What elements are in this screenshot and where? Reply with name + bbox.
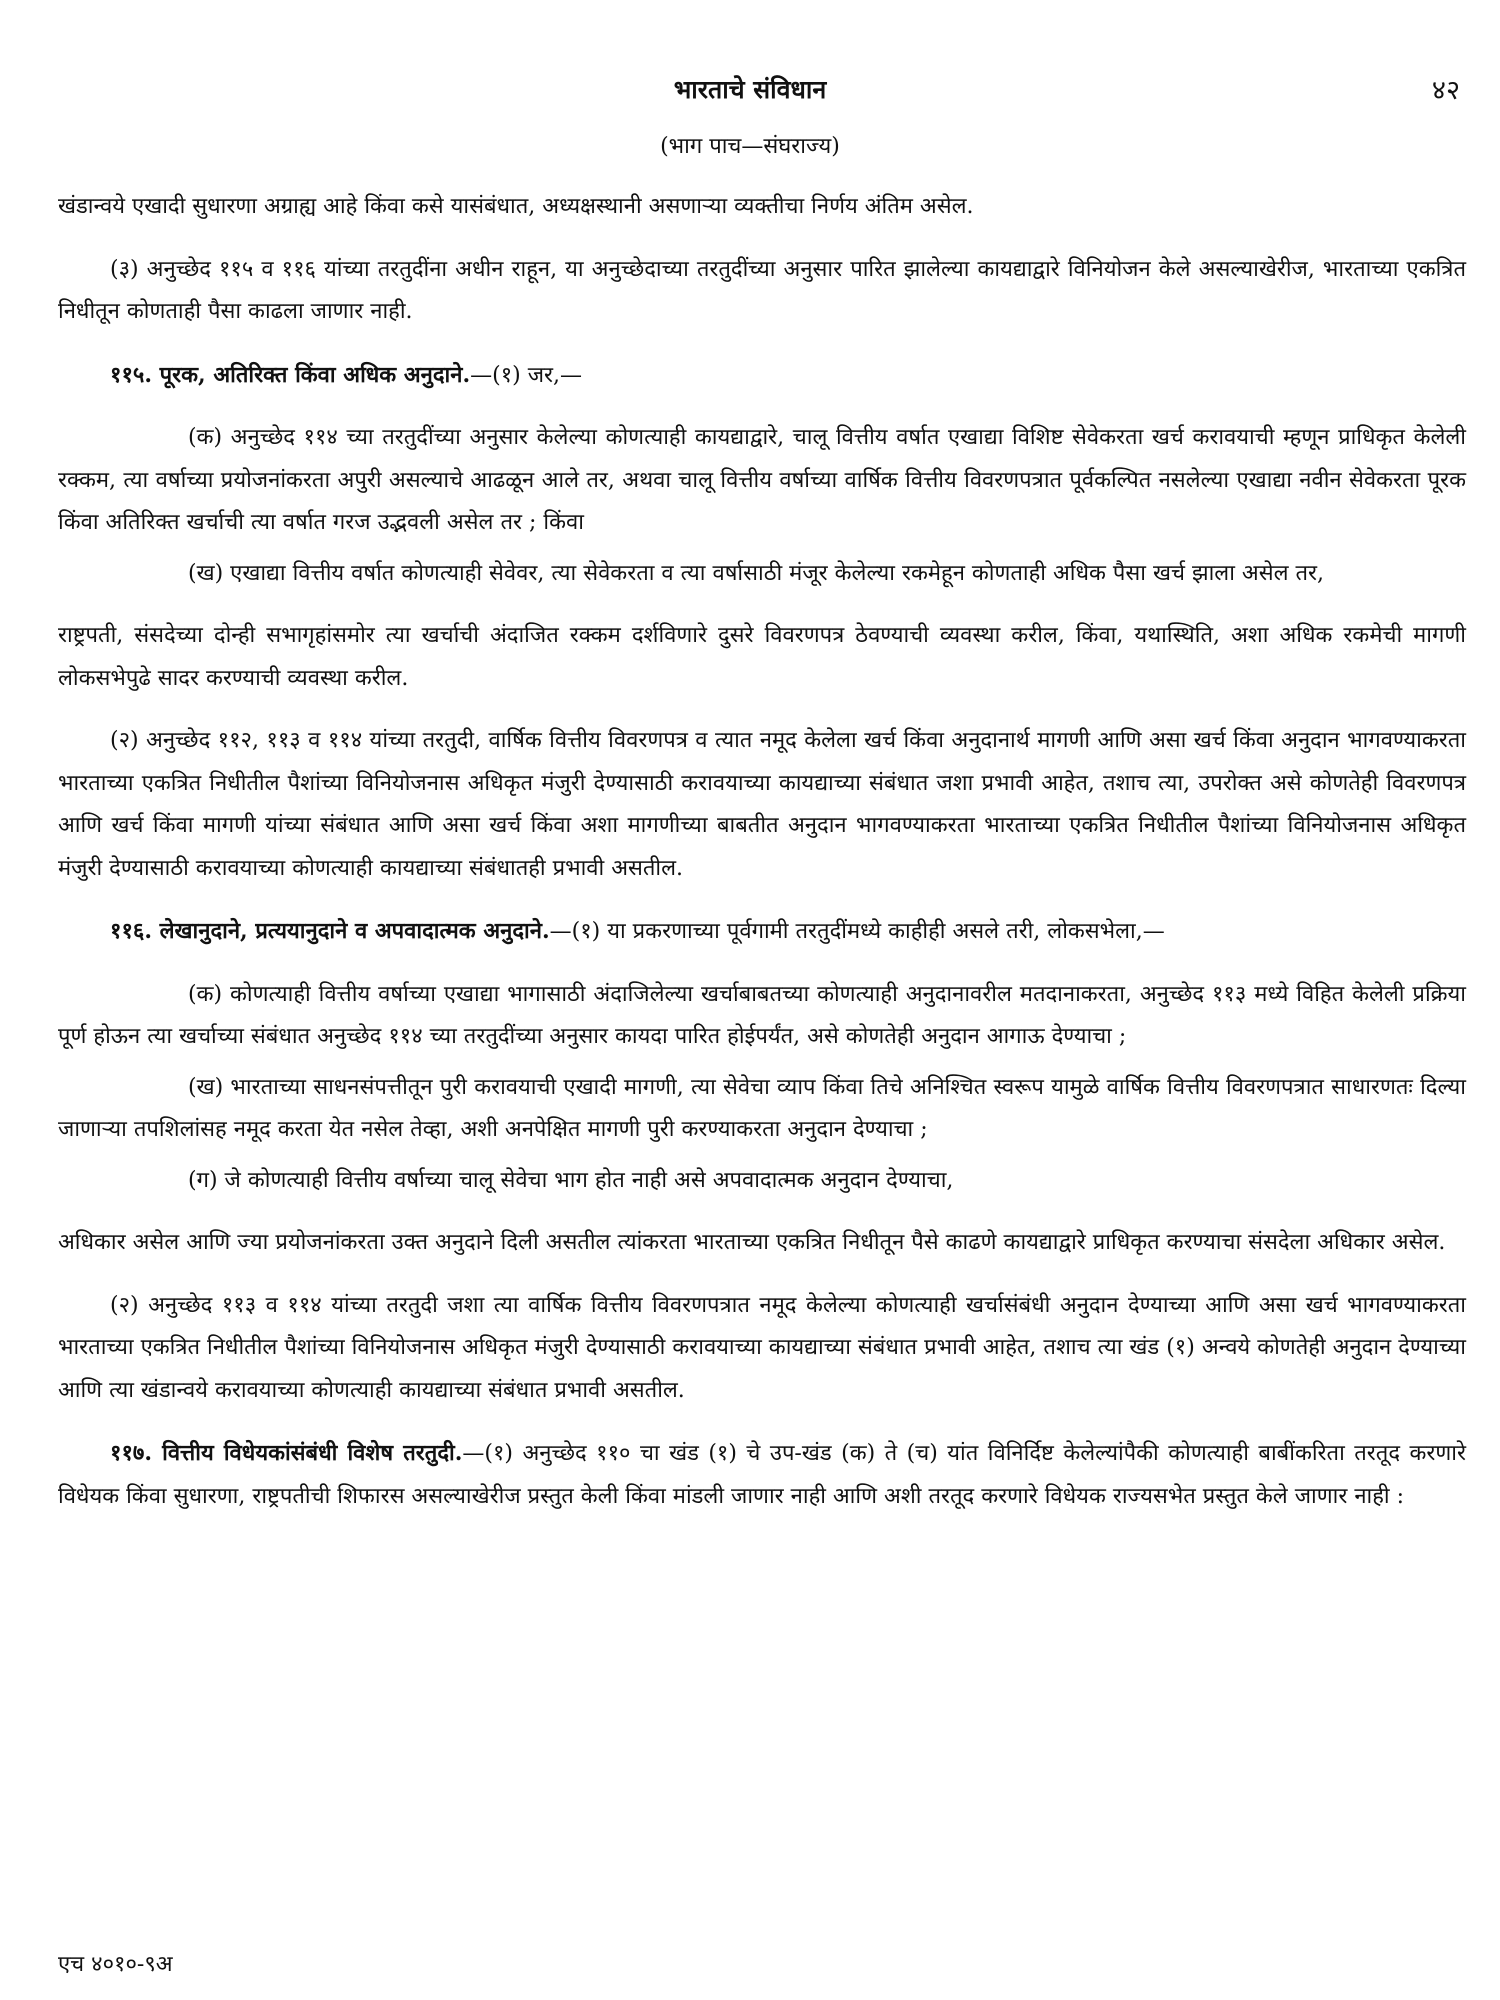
section-115-clause-2: (२) अनुच्छेद ११२, ११३ व ११४ यांच्या तरतुदी, वार्षिक वित्तीय विवरणपत्र व त्यात नमूद केलेला खर्च किंवा अनुदानार्थ मागणी आणि असा खर्च किंवा अनुदान भागवण्याकरता भारताच्या एकत्रित निधीतील पैशांच्या विनियोजनास अधिकृत मंजुरी देण्यासाठी करावयाच्या कायद्याच्या संबंधात जशा प्रभावी आहेत, तशाच त्या, उपरोक्त असे कोणतेही विवरणपत्र आणि खर्च किंवा मागणी यांच्या संबंधात आणि असा खर्च किंवा अशा मागणीच्या बाबतीत अनुदान भागवण्याकरता भारताच्या एकत्रित निधीतील पैशांच्या विनियोजनास अधिकृत मंजुरी देण्यासाठी करावयाच्या कोणत्याही कायद्याच्या संबंधातही प्रभावी असतील.: [58, 728, 1466, 881]
section-115-clause-kha: (ख) एखाद्या वित्तीय वर्षात कोणत्याही सेवेवर, त्या सेवेकरता व त्या वर्षासाठी मंजूर केलेल्या रकमेहून कोणताही अधिक पैसा खर्च झाला असेल तर,: [188, 560, 1325, 586]
section-116-clause-ka: (क) कोणत्याही वित्तीय वर्षाच्या एखाद्या भागासाठी अंदाजिलेल्या खर्चाबाबतच्या कोणत्याही अनुदानावरील मतदानाकरता, अनुच्छेद ११३ मध्ये विहित केलेली प्रक्रिया पूर्ण होऊन त्या खर्चाच्या संबंधात अनुच्छेद ११४ च्या तरतुदींच्या अनुसार कायदा पारित होईपर्यंत, असे कोणतेही अनुदान आगाऊ देण्याचा ;: [58, 981, 1466, 1049]
clause-3-article-114: (३) अनुच्छेद ११५ व ११६ यांच्या तरतुदींना अधीन राहून, या अनुच्छेदाच्या तरतुदींच्या अनुसार पारित झालेल्या कायद्याद्वारे विनियोजन केले असल्याखेरीज, भारताच्या एकत्रित निधीतून कोणताही पैसा काढला जाणार नाही.: [58, 256, 1466, 324]
section-116-clause-2: (२) अनुच्छेद ११३ व ११४ यांच्या तरतुदी जशा त्या वार्षिक वित्तीय विवरणपत्रात नमूद केलेल्या कोणत्याही खर्चासंबंधी अनुदान देण्याच्या आणि असा खर्च भागवण्याकरता भारताच्या एकत्रित निधीतील पैशांच्या विनियोजनास अधिकृत मंजुरी देण्यासाठी करावयाच्या कायद्याच्या संबंधात प्रभावी आहेत, तशाच त्या खंड (१) अन्वये कोणतेही अनुदान देण्याच्या आणि त्या खंडान्वये करावयाच्या कोणत्याही कायद्याच्या संबंधात प्रभावी असतील.: [58, 1292, 1466, 1403]
section-115-clause-ka: (क) अनुच्छेद ११४ च्या तरतुदींच्या अनुसार केलेल्या कोणत्याही कायद्याद्वारे, चालू वित्तीय वर्षात एखाद्या विशिष्ट सेवेकरता खर्च करावयाची म्हणून प्राधिकृत केलेली रक्कम, त्या वर्षाच्या प्रयोजनांकरता अपुरी असल्याचे आढळून आले तर, अथवा चालू वित्तीय वर्षाच्या वार्षिक वित्तीय विवरणपत्रात पूर्वकल्पित नसलेल्या एखाद्या नवीन सेवेकरता पूरक किंवा अतिरिक्त खर्चाची त्या वर्षात गरज उद्भवली असेल तर ; किंवा: [58, 425, 1466, 535]
part-title: (भाग पाच—संघराज्य): [660, 134, 840, 159]
section-116-clause-ga: (ग) जे कोणत्याही वित्तीय वर्षाच्या चालू सेवेचा भाग होत नाही असे अपवादात्मक अनुदान देण्याचा,: [188, 1167, 954, 1193]
section-116: [58, 910, 1466, 954]
section-115-heading: ११५. पूरक, अतिरिक्त किंवा अधिक अनुदाने.: [110, 361, 471, 388]
page-number: ४२: [1431, 75, 1460, 106]
section-116-tail: अधिकार असेल आणि ज्या प्रयोजनांकरता उक्त अनुदाने दिली असतील त्यांकरता भारताच्या एकत्रित निधीतून पैसे काढणे कायद्याद्वारे प्राधिकृत करण्याचा संसदेला अधिकार असेल.: [58, 1230, 1446, 1255]
section-117: [58, 1432, 1466, 1518]
paragraph-continuation: खंडान्वये एखादी सुधारणा अग्राह्य आहे किंवा कसे यासंबंधात, अध्यक्षस्थानी असणाऱ्या व्यक्तीचा निर्णय अंतिम असेल.: [58, 194, 974, 219]
section-116-intro: —(१) या प्रकरणाच्या पूर्वगामी तरतुदींमध्ये काहीही असले तरी, लोकसभेला,—: [549, 919, 1165, 944]
section-116-heading: ११६. लेखानुदाने, प्रत्ययानुदाने व अपवादात्मक अनुदाने.: [110, 918, 550, 944]
section-117-intro: —(१) अनुच्छेद ११० चा खंड (१) चे उप-खंड (क) ते (च) यांत विनिर्दिष्ट केलेल्यांपैकी कोणत्याही बाबींकरिता तरतूद करणारे विधेयक किंवा सुधारणा, राष्ट्रपतीची शिफारस असल्याखेरीज प्रस्तुत केली किंवा मांडली जाणार नाही आणि अशी तरतूद करणारे विधेयक राज्यसभेत प्रस्तुत केले जाणार नाही :: [58, 1441, 1466, 1509]
section-115: [58, 354, 1466, 398]
footer-code: एच ४०१०-९अ: [58, 1952, 173, 1977]
body-text: [58, 186, 1466, 1538]
section-115-tail: राष्ट्रपती, संसदेच्या दोन्ही सभागृहांसमोर त्या खर्चाची अंदाजित रक्कम दर्शविणारे दुसरे विवरणपत्र ठेवण्याची व्यवस्था करील, किंवा, यथास्थिति, अशा अधिक रकमेची मागणी लोकसभेपुढे सादर करण्याची व्यवस्था करील.: [58, 623, 1466, 691]
section-117-heading: ११७. वित्तीय विधेयकांसंबंधी विशेष तरतुदी.: [110, 1440, 463, 1466]
section-115-intro: —(१) जर,—: [470, 362, 583, 388]
document-title: भारताचे संविधान: [673, 75, 827, 104]
section-116-clause-kha: (ख) भारताच्या साधनसंपत्तीतून पुरी करावयाची एखादी मागणी, त्या सेवेचा व्याप किंवा तिचे अनिश्चित स्वरूप यामुळे वार्षिक वित्तीय विवरणपत्रात साधारणतः दिल्या जाणाऱ्या तपशिलांसह नमूद करता येत नसेल तेव्हा, अशी अनपेक्षित मागणी पुरी करण्याकरता अनुदान देण्याचा ;: [58, 1074, 1466, 1142]
